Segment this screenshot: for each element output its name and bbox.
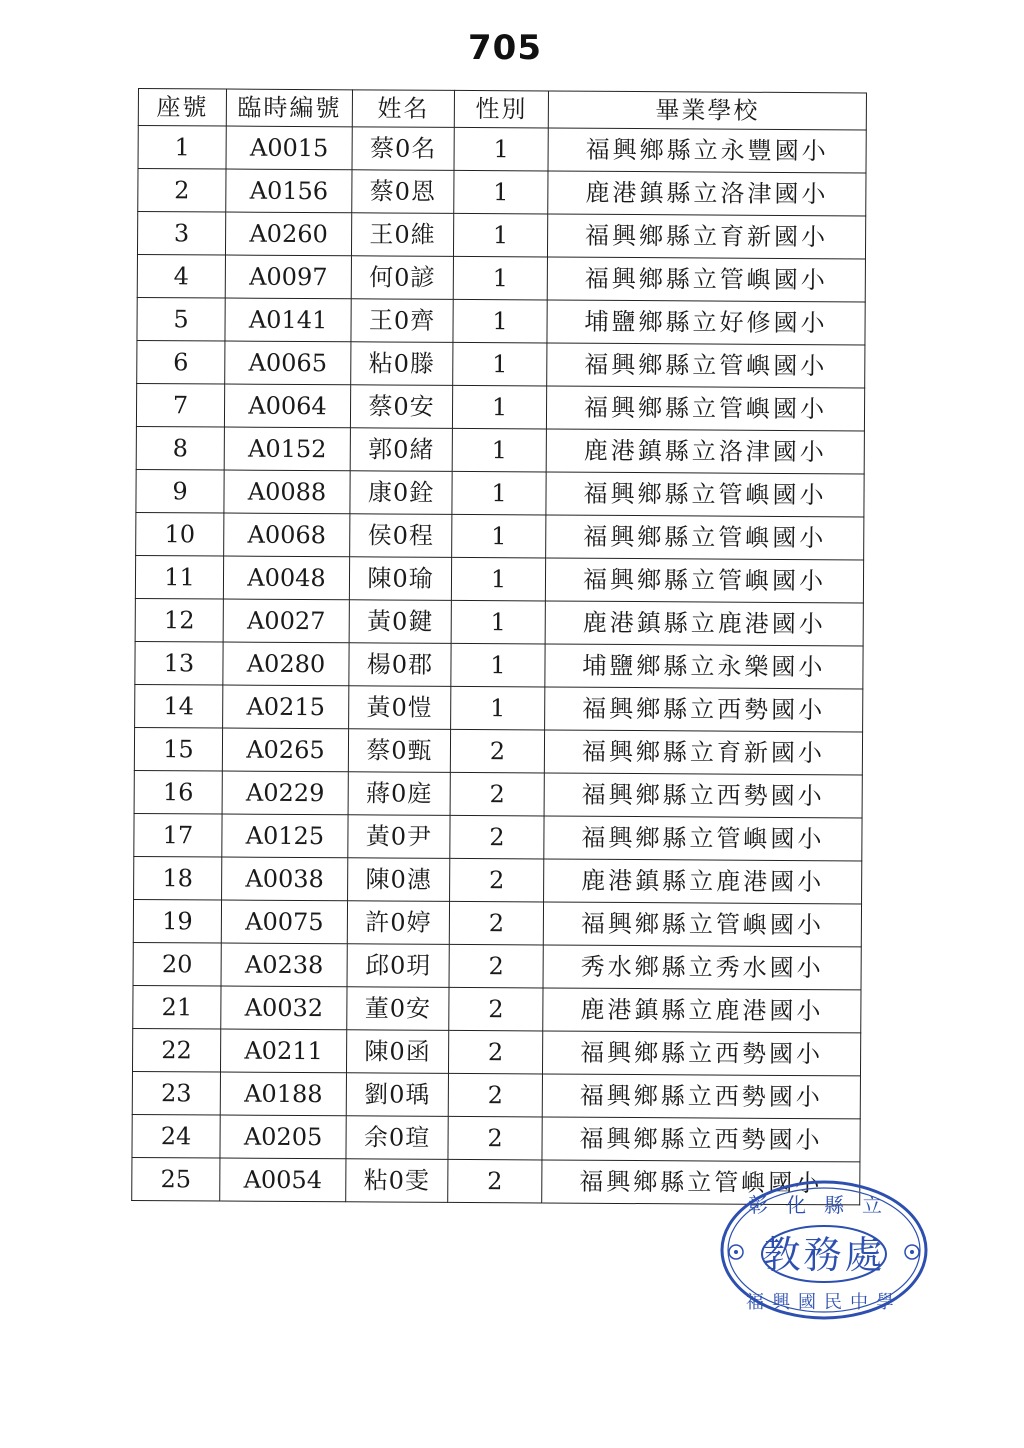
cell-school: 鹿港鎮縣立鹿港國小 <box>545 601 863 646</box>
seal-plum-flower-icon-right <box>905 1245 919 1259</box>
cell-temp-id: A0260 <box>225 212 351 256</box>
cell-temp-id: A0156 <box>226 169 352 213</box>
cell-name: 蔡0名 <box>352 127 454 171</box>
cell-school: 福興鄉縣立管嶼國小 <box>543 902 861 947</box>
cell-gender: 1 <box>453 342 547 386</box>
cell-school: 福興鄉縣立管嶼國小 <box>546 515 864 560</box>
cell-school: 福興鄉縣立管嶼國小 <box>546 386 864 431</box>
cell-name: 侯0程 <box>350 514 452 558</box>
table-row <box>134 856 862 903</box>
cell-gender: 2 <box>448 1159 542 1203</box>
cell-name: 黃0愷 <box>349 686 451 730</box>
cell-school: 福興鄉縣立西勢國小 <box>545 687 863 732</box>
cell-seat: 19 <box>133 899 221 943</box>
cell-seat: 10 <box>136 512 224 556</box>
cell-name: 陳0潓 <box>348 858 450 902</box>
header-school: 畢業學校 <box>548 91 866 130</box>
cell-gender: 1 <box>451 600 545 644</box>
cell-name: 劉0瑀 <box>346 1073 448 1117</box>
table-row <box>137 254 865 301</box>
cell-name: 蔡0恩 <box>352 170 454 214</box>
table-row <box>138 169 866 216</box>
cell-school: 福興鄉縣立管嶼國小 <box>546 472 864 517</box>
cell-temp-id: A0229 <box>222 771 348 815</box>
cell-school: 秀水鄉縣立秀水國小 <box>543 945 861 990</box>
seal-plum-flower-icon-left <box>729 1245 743 1259</box>
cell-school: 福興鄉縣立管嶼國小 <box>547 257 865 302</box>
cell-school: 福興鄉縣立育新國小 <box>547 214 865 259</box>
cell-school: 福興鄉縣立永豐國小 <box>548 128 866 173</box>
table-row <box>136 426 864 473</box>
cell-name: 粘0雯 <box>346 1159 448 1203</box>
cell-seat: 23 <box>132 1071 220 1115</box>
cell-seat: 12 <box>135 598 223 642</box>
seal-center-text: 教務處 <box>762 1233 886 1277</box>
cell-gender: 2 <box>450 815 544 859</box>
cell-name: 楊0郡 <box>349 643 451 687</box>
cell-gender: 2 <box>448 1073 542 1117</box>
table-row <box>137 297 865 344</box>
seal-bottom-text: 福興國民中學 <box>746 1292 902 1313</box>
cell-temp-id: A0141 <box>225 298 351 342</box>
cell-gender: 1 <box>451 643 545 687</box>
cell-temp-id: A0097 <box>225 255 351 299</box>
cell-name: 陳0瑜 <box>349 557 451 601</box>
cell-temp-id: A0015 <box>226 126 352 170</box>
school-seal-stamp <box>716 1172 936 1322</box>
cell-seat: 24 <box>132 1114 220 1158</box>
cell-temp-id: A0064 <box>224 384 350 428</box>
cell-school: 鹿港鎮縣立鹿港國小 <box>543 988 861 1033</box>
cell-name: 郭0緒 <box>350 428 452 472</box>
cell-temp-id: A0215 <box>223 685 349 729</box>
cell-school: 福興鄉縣立西勢國小 <box>542 1074 860 1119</box>
cell-school: 福興鄉縣立西勢國小 <box>542 1031 860 1076</box>
cell-name: 黃0尹 <box>348 815 450 859</box>
cell-name: 邱0玥 <box>347 944 449 988</box>
seal-graphic <box>716 1172 936 1322</box>
cell-name: 蔡0甄 <box>348 729 450 773</box>
table-row <box>138 126 866 173</box>
cell-name: 董0安 <box>347 987 449 1031</box>
cell-gender: 1 <box>452 471 546 515</box>
table-row <box>135 684 863 731</box>
cell-gender: 1 <box>453 299 547 343</box>
cell-temp-id: A0211 <box>220 1029 346 1073</box>
header-gender: 性別 <box>454 90 548 128</box>
cell-seat: 11 <box>135 555 223 599</box>
table-row <box>136 383 864 430</box>
cell-name: 蔣0庭 <box>348 772 450 816</box>
table-row <box>132 1071 860 1118</box>
cell-seat: 21 <box>133 985 221 1029</box>
cell-gender: 2 <box>449 987 543 1031</box>
cell-gender: 1 <box>454 170 548 214</box>
table-row <box>133 899 861 946</box>
cell-gender: 2 <box>450 729 544 773</box>
table-row <box>133 942 861 989</box>
table-row <box>136 469 864 516</box>
table-row <box>135 641 863 688</box>
cell-school: 鹿港鎮縣立洛津國小 <box>546 429 864 474</box>
cell-temp-id: A0238 <box>221 943 347 987</box>
cell-gender: 2 <box>449 944 543 988</box>
cell-name: 康0銓 <box>350 471 452 515</box>
cell-gender: 1 <box>451 557 545 601</box>
cell-name: 何0諺 <box>351 256 453 300</box>
cell-temp-id: A0048 <box>223 556 349 600</box>
cell-seat: 22 <box>132 1028 220 1072</box>
cell-seat: 1 <box>138 126 226 170</box>
cell-school: 福興鄉縣立管嶼國小 <box>542 1160 860 1205</box>
table-row <box>137 340 865 387</box>
cell-seat: 18 <box>134 856 222 900</box>
cell-school: 福興鄉縣立西勢國小 <box>542 1117 860 1162</box>
cell-gender: 1 <box>452 428 546 472</box>
table-row <box>134 813 862 860</box>
cell-seat: 15 <box>134 727 222 771</box>
table-row <box>132 1114 860 1161</box>
cell-name: 陳0函 <box>346 1030 448 1074</box>
cell-seat: 25 <box>132 1157 220 1201</box>
cell-gender: 2 <box>450 858 544 902</box>
table-header-row <box>138 89 866 130</box>
cell-temp-id: A0265 <box>222 728 348 772</box>
cell-seat: 17 <box>134 813 222 857</box>
cell-seat: 3 <box>137 212 225 256</box>
cell-temp-id: A0205 <box>220 1115 346 1159</box>
cell-gender: 2 <box>449 901 543 945</box>
cell-seat: 6 <box>137 340 225 384</box>
cell-temp-id: A0038 <box>222 857 348 901</box>
cell-seat: 8 <box>136 426 224 470</box>
table-row <box>134 727 862 774</box>
cell-gender: 2 <box>450 772 544 816</box>
cell-name: 粘0滕 <box>351 342 453 386</box>
cell-gender: 1 <box>452 385 546 429</box>
cell-gender: 1 <box>451 686 545 730</box>
table-row <box>137 212 865 259</box>
cell-gender: 1 <box>453 213 547 257</box>
cell-temp-id: A0280 <box>223 642 349 686</box>
table-body <box>132 126 867 1205</box>
cell-seat: 5 <box>137 297 225 341</box>
cell-temp-id: A0027 <box>223 599 349 643</box>
cell-temp-id: A0125 <box>222 814 348 858</box>
cell-temp-id: A0054 <box>220 1158 346 1202</box>
cell-seat: 13 <box>135 641 223 685</box>
cell-school: 埔鹽鄉縣立永樂國小 <box>545 644 863 689</box>
cell-name: 蔡0安 <box>350 385 452 429</box>
table-row <box>135 598 863 645</box>
cell-temp-id: A0068 <box>224 513 350 557</box>
cell-school: 鹿港鎮縣立鹿港國小 <box>544 859 862 904</box>
seal-top-text: 彰化縣立 <box>748 1193 900 1217</box>
cell-gender: 1 <box>452 514 546 558</box>
table-row <box>132 1028 860 1075</box>
cell-temp-id: A0088 <box>224 470 350 514</box>
cell-seat: 7 <box>136 383 224 427</box>
page-title: 705 <box>468 28 542 68</box>
cell-name: 王0齊 <box>351 299 453 343</box>
cell-name: 許0婷 <box>347 901 449 945</box>
student-roster-table <box>131 88 867 1205</box>
table-row <box>133 985 861 1032</box>
cell-school: 福興鄉縣立管嶼國小 <box>545 558 863 603</box>
cell-school: 福興鄉縣立管嶼國小 <box>544 816 862 861</box>
cell-seat: 2 <box>138 169 226 213</box>
header-seat: 座號 <box>138 89 226 127</box>
cell-gender: 2 <box>448 1030 542 1074</box>
cell-gender: 1 <box>453 256 547 300</box>
cell-school: 福興鄉縣立西勢國小 <box>544 773 862 818</box>
cell-name: 王0維 <box>351 213 453 257</box>
cell-gender: 1 <box>454 127 548 171</box>
cell-temp-id: A0032 <box>221 986 347 1030</box>
cell-temp-id: A0075 <box>221 900 347 944</box>
cell-name: 余0瑄 <box>346 1116 448 1160</box>
cell-temp-id: A0152 <box>224 427 350 471</box>
table-row <box>136 512 864 559</box>
cell-seat: 16 <box>134 770 222 814</box>
table-row <box>135 555 863 602</box>
header-temp-id: 臨時編號 <box>226 89 352 127</box>
cell-seat: 14 <box>135 684 223 728</box>
cell-temp-id: A0065 <box>225 341 351 385</box>
cell-school: 福興鄉縣立育新國小 <box>544 730 862 775</box>
cell-school: 鹿港鎮縣立洛津國小 <box>548 171 866 216</box>
table-row <box>134 770 862 817</box>
cell-seat: 20 <box>133 942 221 986</box>
cell-name: 黃0鍵 <box>349 600 451 644</box>
cell-school: 埔鹽鄉縣立好修國小 <box>547 300 865 345</box>
cell-seat: 9 <box>136 469 224 513</box>
cell-gender: 2 <box>448 1116 542 1160</box>
cell-seat: 4 <box>137 254 225 298</box>
cell-school: 福興鄉縣立管嶼國小 <box>547 343 865 388</box>
header-name: 姓名 <box>352 90 454 128</box>
cell-temp-id: A0188 <box>220 1072 346 1116</box>
